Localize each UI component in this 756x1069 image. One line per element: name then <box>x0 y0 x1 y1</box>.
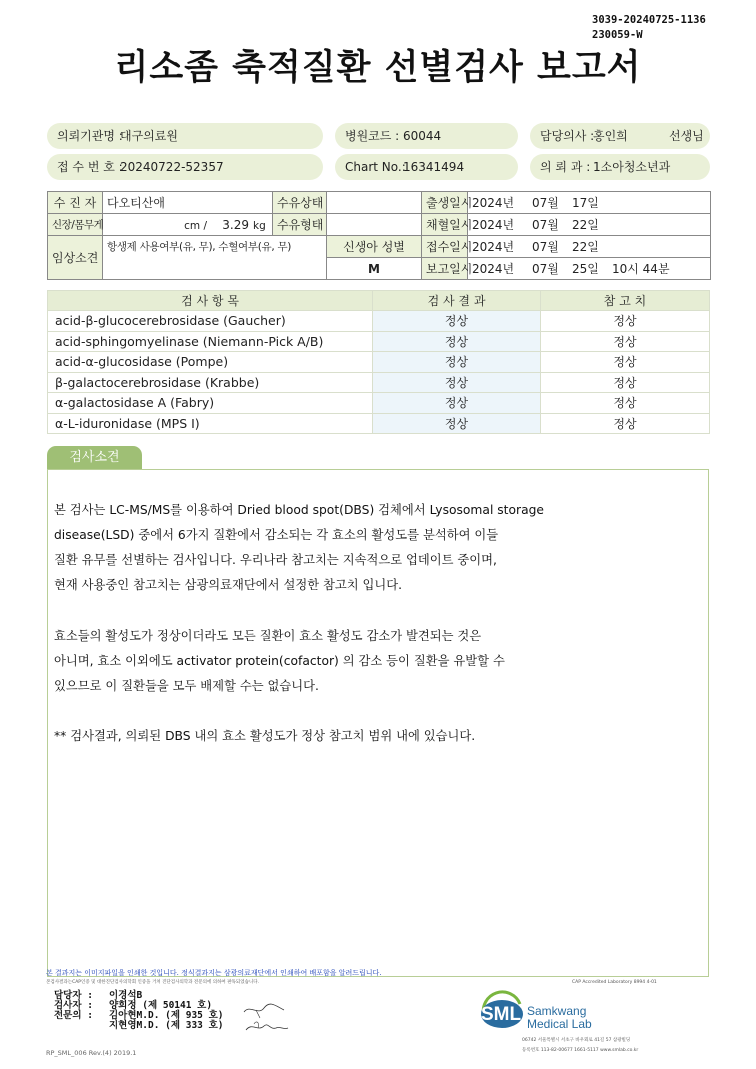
newborn-sex-label: 신생아 성별 <box>327 236 422 258</box>
date-label-collection: 채혈일시 <box>422 214 468 236</box>
test-item: acid-α-glucosidase (Pompe) <box>48 352 373 373</box>
header-test-item: 검 사 항 목 <box>48 291 373 311</box>
reference-value: 정상 <box>541 352 710 373</box>
weight-unit: kg <box>253 219 266 232</box>
table-row <box>48 393 710 414</box>
date-year: 2024년 <box>472 196 515 210</box>
feeding-status-value <box>327 192 422 214</box>
cap-accreditation: CAP Accredited Laboratory 8994 4-01 <box>572 980 657 985</box>
comment-line: 아니며, 효소 이외에도 activator protein(cofactor) 의 감소 등이 질환을 유발할 수 <box>54 654 505 668</box>
comment-line: disease(LSD) 중에서 6가지 질환에서 감소되는 각 효소의 활성도를 분석하여 이들 <box>54 528 499 542</box>
accession-value: 20240722-52357 <box>120 160 224 174</box>
date-day: 17일 <box>572 196 599 210</box>
reference-value: 정상 <box>541 311 710 332</box>
date-year: 2024년 <box>472 240 515 254</box>
date-time: 10시 44분 <box>612 262 670 276</box>
staff-name: 양희정 (제 50141 호) <box>109 1000 213 1011</box>
document-number-line1: 3039-20240725-1136 <box>592 14 706 26</box>
reference-value: 정상 <box>541 372 710 393</box>
test-item: acid-sphingomyelinase (Niemann-Pick A/B) <box>48 331 373 352</box>
patient-info-table <box>47 191 711 280</box>
test-item: acid-β-glucocerebrosidase (Gaucher) <box>48 311 373 332</box>
header-reference: 참 고 치 <box>541 291 710 311</box>
comment-line: ** 검사결과, 의뢰된 DBS 내의 효소 활성도가 정상 참고치 범위 내에 있습니다. <box>54 729 476 743</box>
test-item: α-L-iduronidase (MPS I) <box>48 413 373 434</box>
hospital-code-label: 병원코드 : <box>345 129 400 143</box>
logo-abbr: SML <box>481 1004 522 1025</box>
date-value-collection <box>468 214 711 236</box>
test-item: β-galactocerebrosidase (Krabbe) <box>48 372 373 393</box>
department-label: 의 뢰 과 : <box>540 160 591 174</box>
height-weight-label: 신장/몸무게 <box>48 214 103 236</box>
newborn-sex-value: M <box>327 258 422 280</box>
accreditation-fine-print: 본검사결과는CAP인증 및 대한진단검사의학회 인증을 거쳐 진단검사의학과 전문의에 의하여 판독되었습니다. <box>46 980 260 985</box>
date-day: 25일 <box>572 262 599 276</box>
date-day: 22일 <box>572 218 599 232</box>
image-print-notice: 본 결과지는 이미지파일을 인쇄한 것입니다. 정식결과지는 삼광의료재단에서 인쇄하여 배포함을 알려드립니다. <box>46 969 382 977</box>
patient-name-label: 수 진 자 <box>48 192 103 214</box>
results-table <box>47 290 710 434</box>
comment-line: 질환 유무를 선별하는 검사입니다. 우리나라 참고치는 지속적으로 업데이트 중이며, <box>54 553 497 567</box>
test-result: 정상 <box>373 331 541 352</box>
chart-no-label: Chart No.: <box>345 160 406 174</box>
feeding-status-label: 수유상태 <box>273 192 327 214</box>
patient-name-value: 다오티산애 <box>103 192 273 214</box>
chart-no-field <box>335 154 518 180</box>
date-label-birth: 출생일시 <box>422 192 468 214</box>
institution-field <box>47 123 323 149</box>
table-row <box>48 311 710 332</box>
reference-value: 정상 <box>541 393 710 414</box>
staff-name: 지현영M.D. (제 333 호) <box>109 1020 224 1031</box>
clinical-note: 항생제 사용여부(유, 무), 수혈여부(유, 무) <box>103 236 327 280</box>
comment-line: 효소들의 활성도가 정상이더라도 모든 질환이 효소 활성도 감소가 발견되는 것은 <box>54 629 482 643</box>
report-title: 리소좀 축적질환 선별검사 보고서 <box>114 48 642 88</box>
table-row <box>48 331 710 352</box>
test-result: 정상 <box>373 352 541 373</box>
comment-line: 본 검사는 LC-MS/MS를 이용하여 Dried blood spot(DBS) 검체에서 Lysosomal storage <box>54 503 544 517</box>
clinical-label: 임상소견 <box>48 236 103 280</box>
staff-name: 김아현M.D. (제 935 호) <box>109 1010 224 1021</box>
staff-role: 검사자 : <box>54 1000 93 1011</box>
date-value-received <box>468 236 711 258</box>
reference-value: 정상 <box>541 413 710 434</box>
weight-value: 3.29 <box>222 217 249 232</box>
date-label-report: 보고일시 <box>422 258 468 280</box>
comment-line: 있으므로 이 질환들을 모두 배제할 수는 없습니다. <box>54 679 319 693</box>
test-result: 정상 <box>373 311 541 332</box>
test-item: α-galactosidase A (Fabry) <box>48 393 373 414</box>
table-row <box>48 352 710 373</box>
date-month: 07월 <box>532 196 559 210</box>
staff-role: 담당자 : <box>54 990 93 1001</box>
comments-tab: 검사소견 <box>47 446 142 470</box>
date-month: 07월 <box>532 218 559 232</box>
logo-line1: Samkwang <box>527 1004 587 1018</box>
logo-name <box>527 1005 592 1031</box>
comment-line: 현재 사용중인 참고치는 삼광의료재단에서 설정한 참고치 입니다. <box>54 578 403 592</box>
accession-label: 접 수 번 호 : <box>57 160 123 174</box>
date-year: 2024년 <box>472 262 515 276</box>
reference-value: 정상 <box>541 331 710 352</box>
logo-line2: Medical Lab <box>527 1017 592 1031</box>
comments-box <box>47 469 709 977</box>
feeding-type-label: 수유형태 <box>273 214 327 236</box>
height-weight-value <box>103 214 273 236</box>
institution-label: 의뢰기관명 : <box>57 129 123 143</box>
document-number-line2: 230059-W <box>592 29 643 41</box>
doctor-suffix: 선생님 <box>669 129 704 143</box>
institution-value: 대구의료원 <box>120 129 178 143</box>
staff-role: 전문의 : <box>54 1010 93 1021</box>
department-value: 1소아청소년과 <box>593 160 671 174</box>
form-id: RP_SML_006 Rev.(4) 2019.1 <box>46 1049 137 1057</box>
chart-no-value: 16341494 <box>403 160 465 174</box>
doctor-value: 홍인희 <box>593 129 628 143</box>
date-value-birth <box>468 192 711 214</box>
table-row <box>48 413 710 434</box>
test-result: 정상 <box>373 393 541 414</box>
doctor-field <box>530 123 710 149</box>
date-day: 22일 <box>572 240 599 254</box>
lab-address: 06742 서울특별시 서초구 바우뫼로 41길 57 삼광빌딩 <box>522 1038 631 1043</box>
document-number <box>592 13 706 43</box>
date-month: 07월 <box>532 262 559 276</box>
height-unit: cm / <box>184 219 207 232</box>
signature-image <box>240 1000 292 1036</box>
feeding-type-value <box>327 214 422 236</box>
lab-contact: 등록번호 113-82-00677 1661-5117 www.smlab.co.kr <box>522 1048 639 1053</box>
header-test-result: 검 사 결 과 <box>373 291 541 311</box>
test-result: 정상 <box>373 413 541 434</box>
date-value-report <box>468 258 711 280</box>
accession-field <box>47 154 323 180</box>
hospital-code-value: 60044 <box>403 129 442 143</box>
date-month: 07월 <box>532 240 559 254</box>
doctor-label: 담당의사 : <box>540 129 595 143</box>
department-field <box>530 154 710 180</box>
date-year: 2024년 <box>472 218 515 232</box>
test-result: 정상 <box>373 372 541 393</box>
table-row <box>48 372 710 393</box>
staff-name: 이경석B <box>109 990 143 1001</box>
hospital-code-field <box>335 123 518 149</box>
date-label-received: 접수일시 <box>422 236 468 258</box>
